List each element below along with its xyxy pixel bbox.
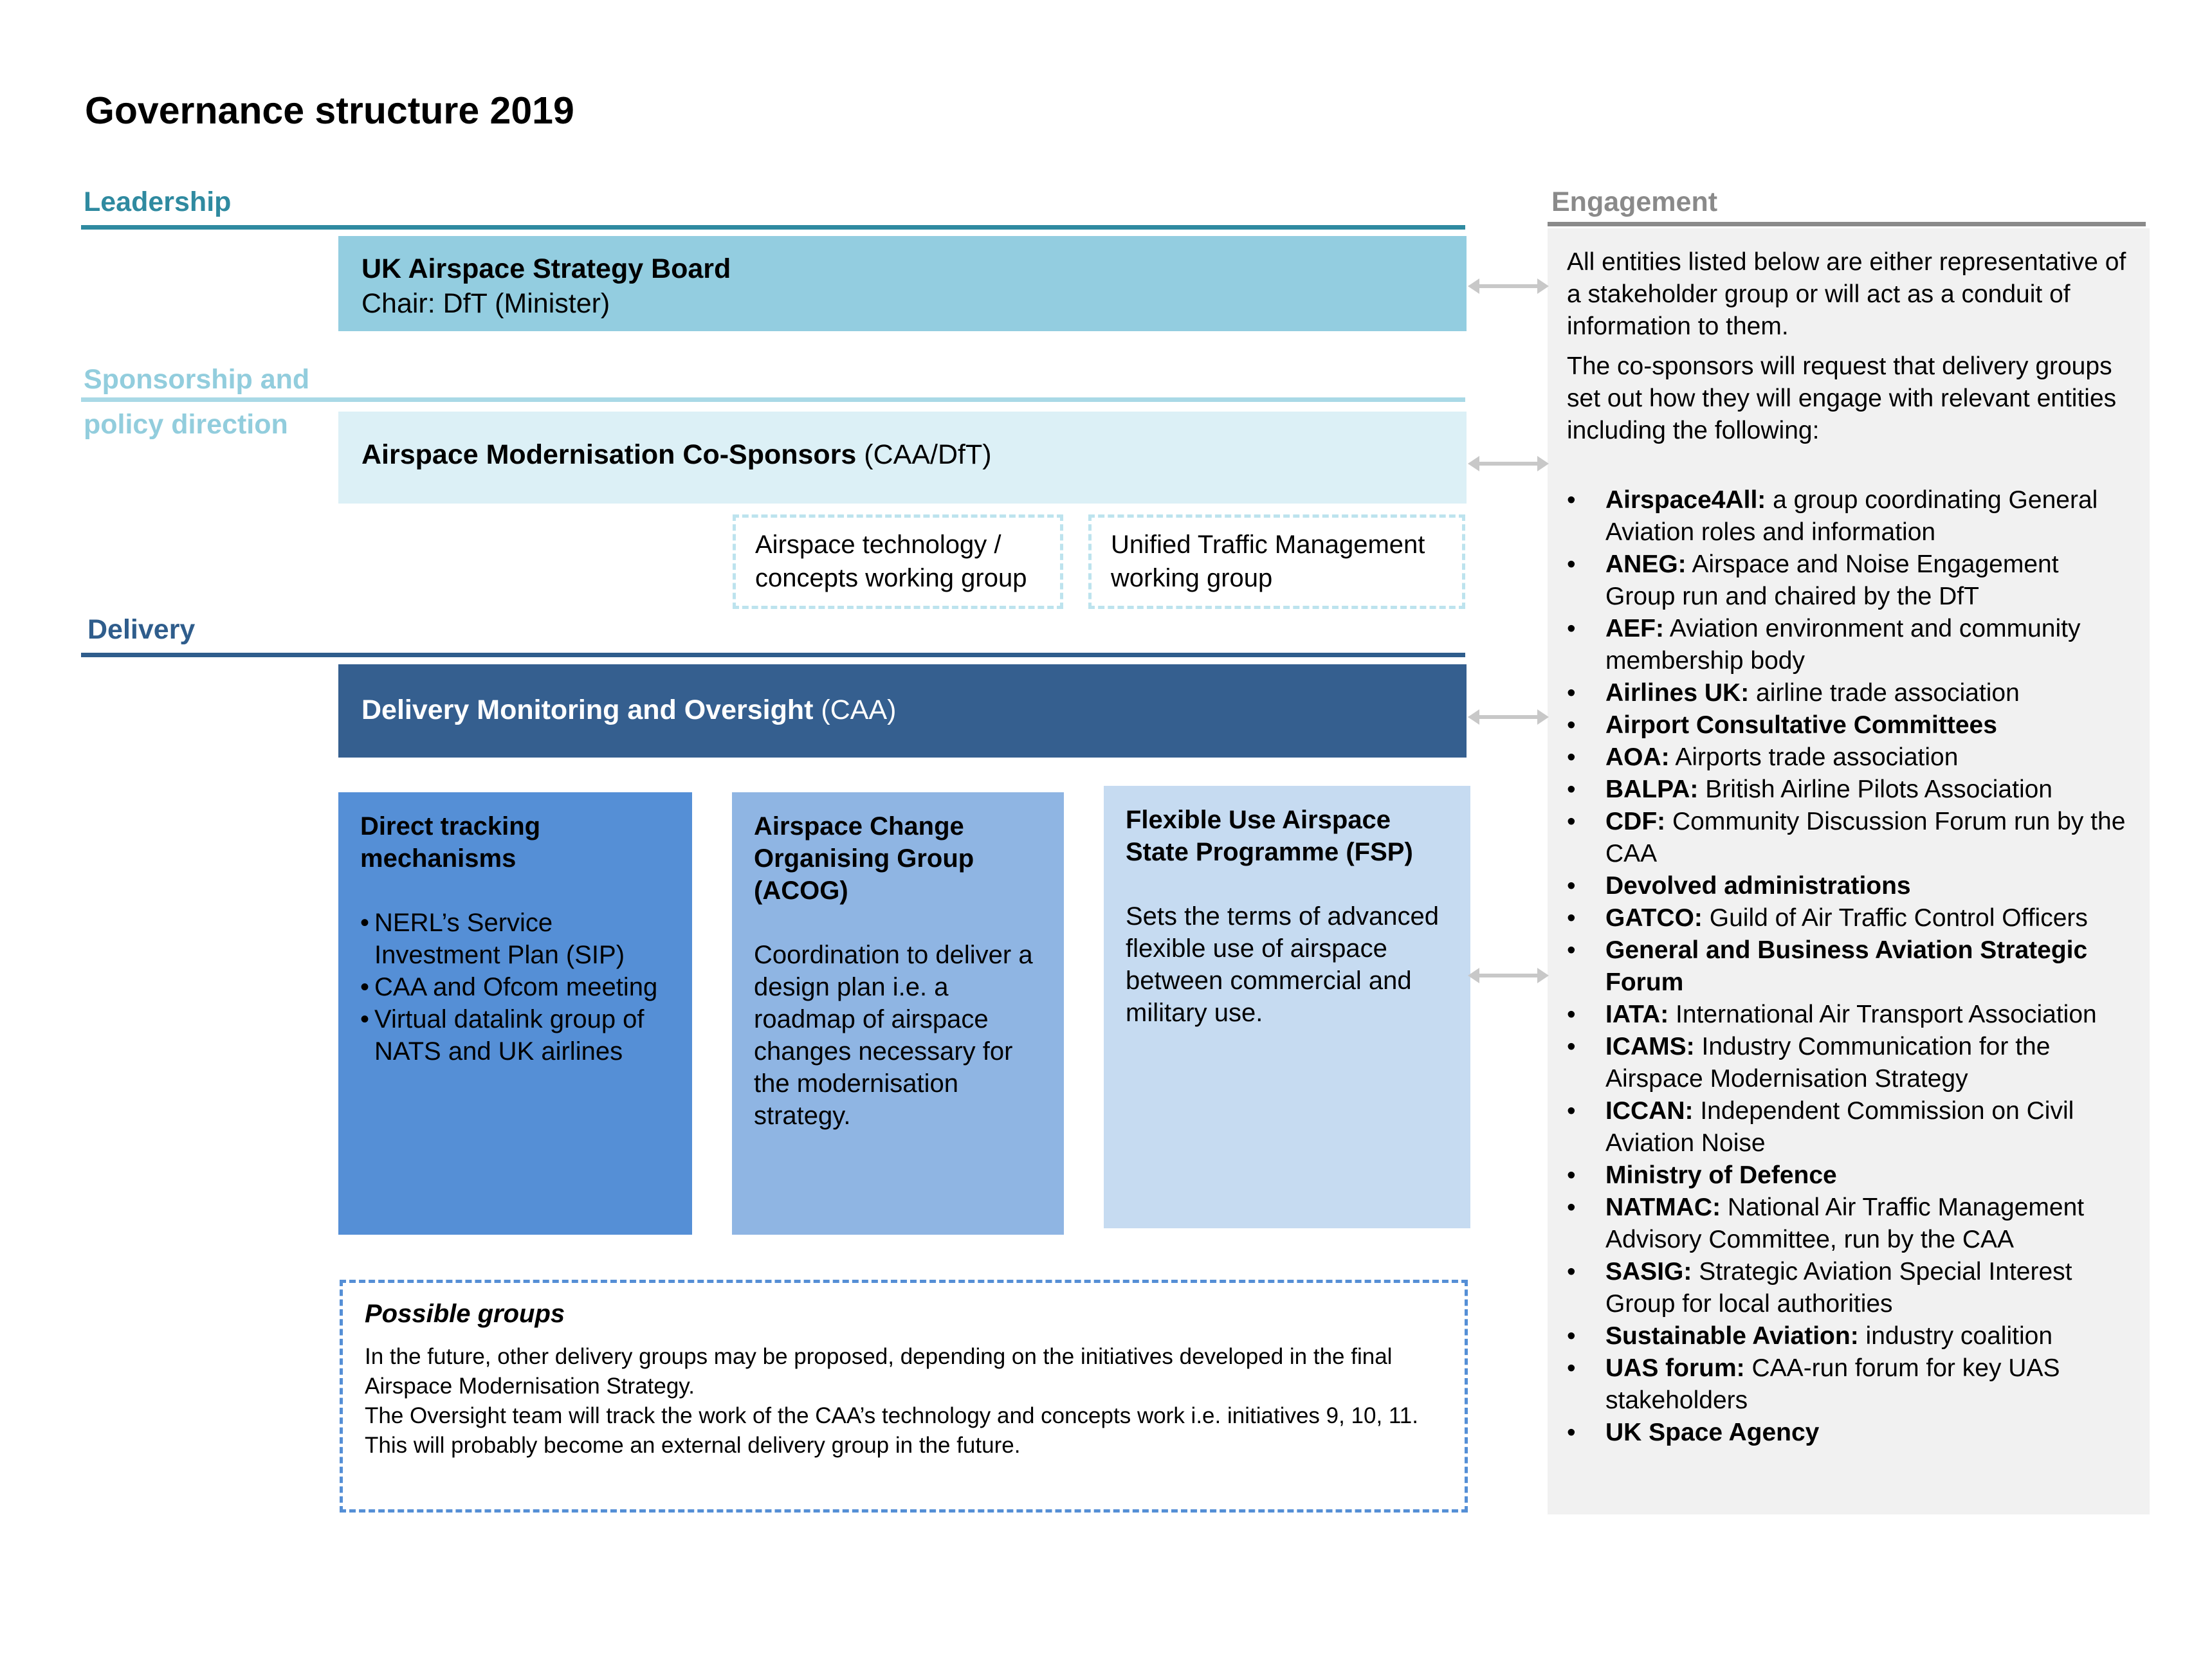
tracking-bullet: • NERL’s Service Investment Plan (SIP) [360, 907, 670, 971]
engagement-item-name: Airspace4All: [1605, 486, 1766, 514]
cosponsors-name: Airspace Modernisation Co-Sponsors [361, 439, 857, 470]
engagement-item-name: Airport Consultative Committees [1605, 711, 1997, 739]
bullet-icon: • [1567, 1322, 1576, 1350]
engagement-item-name: AEF: [1605, 615, 1664, 642]
engagement-item [1567, 549, 2130, 613]
double-arrow-icon [1468, 707, 1549, 727]
engagement-list [1567, 484, 2130, 1449]
engagement-item [1567, 870, 2130, 902]
engagement-item [1567, 1256, 2130, 1320]
fsp-box [1104, 786, 1470, 1228]
engagement-item-name: ICCAN: [1605, 1097, 1694, 1125]
possible-groups-title: Possible groups [365, 1300, 565, 1328]
bullet-icon: • [1567, 486, 1576, 514]
leadership-rule [81, 225, 1465, 230]
engagement-intro-2: The co-sponsors will request that delivery groups set out how they will engage with relevant entities including the following: [1567, 352, 2117, 444]
cosponsors-box [338, 412, 1467, 504]
section-label-sponsorship [84, 357, 341, 447]
engagement-item-desc: Guild of Air Traffic Control Officers [1709, 904, 2088, 932]
tracking-bullet: • CAA and Ofcom meeting [360, 971, 670, 1003]
engagement-item-desc: International Air Transport Association [1676, 1001, 2097, 1028]
engagement-item [1567, 741, 2130, 774]
double-arrow-icon [1468, 277, 1549, 296]
engagement-item-desc: Strategic Aviation Special Interest Group for local authorities [1605, 1258, 2072, 1318]
engagement-item-name: NATMAC: [1605, 1194, 1721, 1221]
bullet-icon: • [1567, 936, 1576, 964]
engagement-item-name: Devolved administrations [1605, 872, 1911, 900]
engagement-item-name: UK Space Agency [1605, 1419, 1820, 1446]
engagement-item-name: CDF: [1605, 808, 1666, 835]
fsp-body: Sets the terms of advanced flexible use of airspace between commercial and military use. [1126, 902, 1439, 1027]
acog-title: Airspace Change Organising Group (ACOG) [754, 812, 974, 905]
section-label-delivery: Delivery [87, 614, 196, 645]
tracking-mechanisms-box [338, 792, 692, 1235]
engagement-item-desc: a group coordinating General Aviation roles and information [1605, 486, 2098, 546]
working-group-tech: Airspace technology / concepts working group [733, 514, 1063, 609]
sponsorship-rule [81, 397, 1465, 402]
engagement-item [1567, 902, 2130, 934]
engagement-item-name: Airlines UK: [1605, 679, 1750, 707]
engagement-item-desc: British Airline Pilots Association [1705, 776, 2053, 803]
engagement-item [1567, 934, 2130, 999]
engagement-item [1567, 1095, 2130, 1159]
engagement-rule [1548, 222, 2146, 226]
engagement-item-desc: airline trade association [1756, 679, 2020, 707]
engagement-item-name: SASIG: [1605, 1258, 1692, 1286]
bullet-icon: • [1567, 1097, 1576, 1125]
fsp-title: Flexible Use Airspace State Programme (FSP) [1126, 806, 1413, 866]
engagement-item [1567, 806, 2130, 870]
bullet-icon: • [1567, 679, 1576, 707]
bullet-icon: • [1567, 872, 1576, 900]
bullet-icon: • [1567, 808, 1576, 835]
engagement-item [1567, 1159, 2130, 1192]
engagement-item-name: IATA: [1605, 1001, 1669, 1028]
engagement-item-desc: Community Discussion Forum run by the CAA [1605, 808, 2126, 868]
bullet-icon: • [1567, 1419, 1576, 1446]
bullet-icon: • [1567, 743, 1576, 771]
strategy-board-name: UK Airspace Strategy Board [361, 253, 731, 284]
oversight-suffix: (CAA) [821, 695, 897, 725]
strategy-board-chair: Chair: DfT (Minister) [361, 288, 610, 319]
engagement-item-name: GATCO: [1605, 904, 1703, 932]
engagement-item-desc: Independent Commission on Civil Aviation Noise [1605, 1097, 2074, 1157]
bullet-icon: • [1567, 711, 1576, 739]
acog-box [732, 792, 1064, 1235]
strategy-board-box [338, 236, 1467, 331]
engagement-item-name: ICAMS: [1605, 1033, 1695, 1060]
section-label-leadership: Leadership [84, 186, 232, 217]
engagement-item-name: Ministry of Defence [1605, 1161, 1837, 1189]
engagement-item-name: General and Business Aviation Strategic Forum [1605, 936, 2088, 996]
double-arrow-icon [1468, 966, 1549, 985]
bullet-icon: • [1567, 1161, 1576, 1189]
bullet-icon: • [1567, 615, 1576, 642]
possible-groups-text-1: In the future, other delivery groups may be proposed, depending on the initiatives developed in the final Airspace Modernisation Strategy. [365, 1344, 1393, 1399]
engagement-item-desc: industry coalition [1865, 1322, 2053, 1350]
engagement-item [1567, 1192, 2130, 1256]
engagement-item [1567, 1031, 2130, 1095]
bullet-icon: • [1567, 1354, 1576, 1382]
engagement-item-desc: National Air Traffic Management Advisory Committee, run by the CAA [1605, 1194, 2085, 1253]
engagement-item-name: Sustainable Aviation: [1605, 1322, 1859, 1350]
engagement-item-name: UAS forum: [1605, 1354, 1745, 1382]
cosponsors-suffix: (CAA/DfT) [864, 439, 992, 470]
engagement-item [1567, 484, 2130, 549]
section-label-sponsorship-text: Sponsorship and policy direction [84, 364, 310, 440]
engagement-item [1567, 613, 2130, 677]
engagement-item [1567, 677, 2130, 709]
page-title: Governance structure 2019 [85, 89, 574, 132]
engagement-item-name: ANEG: [1605, 550, 1686, 578]
bullet-icon: • [1567, 1001, 1576, 1028]
oversight-box [338, 664, 1467, 758]
bullet-icon: • [1567, 1033, 1576, 1060]
delivery-rule [81, 653, 1465, 657]
engagement-item [1567, 999, 2130, 1031]
bullet-icon: • [1567, 550, 1576, 578]
possible-groups-text-2: The Oversight team will track the work of the CAA’s technology and concepts work i.e. initiatives 9, 10, 11. This will probably become an external delivery group in the future. [365, 1403, 1418, 1458]
bullet-icon: • [1567, 1194, 1576, 1221]
engagement-item [1567, 1417, 2130, 1449]
bullet-icon: • [1567, 776, 1576, 803]
section-label-engagement: Engagement [1551, 186, 1718, 217]
engagement-item-name: BALPA: [1605, 776, 1699, 803]
bullet-icon: • [1567, 904, 1576, 932]
tracking-bullet: • Virtual datalink group of NATS and UK airlines [360, 1003, 670, 1068]
engagement-intro-1: All entities listed below are either representative of a stakeholder group or will act as a conduit of information to them. [1567, 248, 2126, 340]
engagement-item-desc: CAA-run forum for key UAS stakeholders [1605, 1354, 2060, 1414]
working-group-utm: Unified Traffic Management working group [1088, 514, 1465, 609]
engagement-item-desc: Airports trade association [1675, 743, 1959, 771]
engagement-panel [1548, 228, 2150, 1514]
oversight-name: Delivery Monitoring and Oversight [361, 695, 814, 725]
engagement-item-name: AOA: [1605, 743, 1670, 771]
engagement-item-desc: Industry Communication for the Airspace Modernisation Strategy [1605, 1033, 2051, 1093]
bullet-icon: • [1567, 1258, 1576, 1286]
engagement-item [1567, 709, 2130, 741]
engagement-item [1567, 774, 2130, 806]
acog-body: Coordination to deliver a design plan i.e. a roadmap of airspace changes necessary for the modernisation strategy. [754, 941, 1033, 1130]
engagement-item-desc: Airspace and Noise Engagement Group run and chaired by the DfT [1605, 550, 2059, 610]
engagement-item [1567, 1352, 2130, 1417]
possible-groups-box [340, 1280, 1468, 1513]
engagement-item [1567, 1320, 2130, 1352]
engagement-item-desc: Aviation environment and community membership body [1605, 615, 2081, 675]
tracking-title: Direct tracking mechanisms [360, 812, 541, 873]
double-arrow-icon [1468, 454, 1549, 473]
